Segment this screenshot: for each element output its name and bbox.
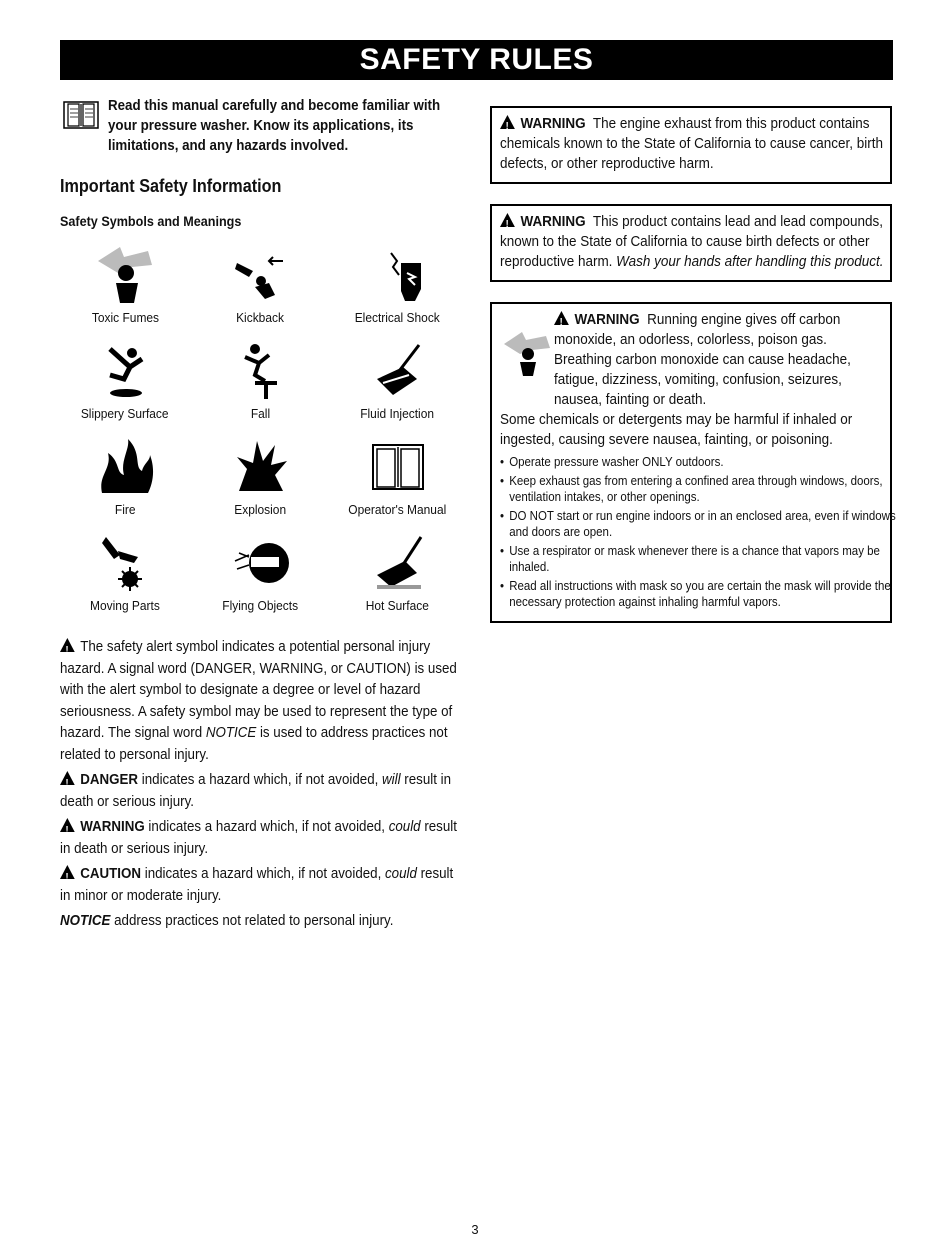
symbols-heading: Safety Symbols and Meanings	[60, 213, 242, 229]
alert-triangle-icon	[60, 638, 75, 652]
explosion-icon	[225, 435, 295, 497]
warning-box-carbon-monoxide: !WARNING Running engine gives off carbon monoxide, an odorless, colorless, poison gas. Breathing carbon monoxide can cause headache, fatigue, dizziness, vomiting, confusion, seizures, nausea, fainting or death. Some chemicals or detergents may be harmful if inhaled or ingested, causing severe nausea, fainting, or poisoning. • Operate pressure washer ONLY outdoors. • Keep exhaust gas from entering a confined area through windows, doors, ventilation intakes, or other openings. • DO NOT start or run engine indoors or in an enclosed area, even if windows and doors are open. • Use a respirator or mask whenever there is a chance that vapors may be inhaled. • Read all instructions with mask so you are certain the mask will provide the necessary protection against inhaling harmful vapors.	[490, 302, 892, 623]
operators-manual-icon	[363, 435, 433, 497]
fall-icon	[225, 339, 295, 401]
page-banner: SAFETY RULES	[60, 40, 893, 80]
symbol-fluid-injection	[330, 339, 465, 423]
list-item: • Keep exhaust gas from entering a confined area through windows, doors, ventilation intakes, or other openings.	[500, 473, 897, 506]
list-item: • Read all instructions with mask so you are certain the mask will provide the necessary protection against inhaling harmful vapors.	[500, 578, 897, 611]
symbol-explosion	[190, 435, 330, 519]
symbol-label: Flying Objects	[222, 598, 298, 613]
symbol-label: Operator's Manual	[348, 502, 447, 517]
moving-parts-icon	[90, 531, 160, 593]
symbol-label: Kickback	[236, 310, 284, 325]
list-item: • DO NOT start or run engine indoors or in an enclosed area, even if windows and doors are open.	[500, 508, 897, 541]
list-item: • Use a respirator or mask whenever there is a chance that vapors may be inhaled.	[500, 543, 897, 576]
alert-triangle-icon	[60, 818, 75, 832]
warning-box-california-exhaust: !WARNING The engine exhaust from this product contains chemicals known to the State of California to cause cancer, birth defects, or other reproductive harm.	[490, 106, 892, 184]
book-icon	[60, 96, 102, 132]
fluid-injection-icon	[363, 339, 433, 401]
symbol-fire	[60, 435, 190, 519]
symbol-slippery-surface	[60, 339, 190, 423]
alert-triangle-icon	[500, 115, 515, 129]
left-column	[60, 96, 470, 933]
important-safety-heading: Important Safety Information	[60, 176, 282, 196]
symbol-label: Hot Surface	[365, 598, 430, 613]
manual-note-text: Read this manual carefully and become familiar with your pressure washer. Know its applications, its limitations, and any hazards involved.	[108, 98, 441, 154]
symbol-label: Moving Parts	[90, 598, 160, 613]
alert-triangle-icon	[60, 865, 75, 879]
right-column	[490, 106, 896, 643]
symbol-fall	[190, 339, 330, 423]
symbol-label: Fall	[250, 406, 270, 421]
symbol-operators-manual	[330, 435, 465, 519]
symbol-flying-objects	[190, 531, 330, 615]
kickback-icon	[225, 243, 295, 305]
notice-definition: NOTICE address practices not related to personal injury.	[60, 913, 394, 929]
symbol-toxic-fumes	[60, 243, 190, 327]
danger-definition: !DANGER indicates a hazard which, if not avoided, will result in death or serious injury.	[60, 770, 465, 813]
symbol-label: Toxic Fumes	[91, 310, 159, 325]
manual-note	[60, 96, 470, 156]
list-item: • Operate pressure washer ONLY outdoors.	[500, 454, 897, 471]
co-bullet-list	[500, 454, 896, 611]
fire-icon	[90, 435, 160, 497]
hot-surface-icon	[363, 531, 433, 593]
toxic-fumes-icon	[90, 243, 160, 305]
symbol-hot-surface	[330, 531, 465, 615]
warning-definition: !WARNING indicates a hazard which, if not avoided, could result in death or serious injury.	[60, 817, 465, 860]
flying-objects-icon	[225, 531, 295, 593]
electrical-shock-icon	[363, 243, 433, 305]
symbol-grid	[60, 243, 470, 615]
symbol-label: Explosion	[234, 502, 286, 517]
caution-definition: !CAUTION indicates a hazard which, if not avoided, could result in minor or moderate injury.	[60, 864, 465, 907]
symbol-label: Electrical Shock	[354, 310, 441, 325]
warning-box-lead: !WARNING This product contains lead and lead compounds, known to the State of California to cause birth defects or other reproductive harm. Wash your hands after handling this product.	[490, 204, 892, 282]
alert-explanation: !The safety alert symbol indicates a potential personal injury hazard. A signal word (DANGER, WARNING, or CAUTION) is used with the alert symbol to designate a degree or level of hazard seriousness. A safety symbol may be used to represent the type of hazard. The signal word NOTICE is used to address practices not related to personal injury.	[60, 637, 465, 766]
alert-triangle-icon	[500, 213, 515, 227]
co-extra-text: Some chemicals or detergents may be harmful if inhaled or ingested, causing severe nausea, fainting, or poisoning.	[500, 412, 853, 448]
page-number: 3	[471, 1222, 479, 1237]
alert-triangle-icon	[554, 311, 569, 325]
slippery-surface-icon	[90, 339, 160, 401]
symbol-electrical-shock	[330, 243, 465, 327]
symbol-label: Fire	[114, 502, 136, 517]
alert-triangle-icon	[60, 771, 75, 785]
symbol-kickback	[190, 243, 330, 327]
symbol-label: Slippery Surface	[81, 406, 169, 421]
symbol-label: Fluid Injection	[360, 406, 435, 421]
symbol-moving-parts	[60, 531, 190, 615]
toxic-fumes-icon	[500, 330, 554, 378]
